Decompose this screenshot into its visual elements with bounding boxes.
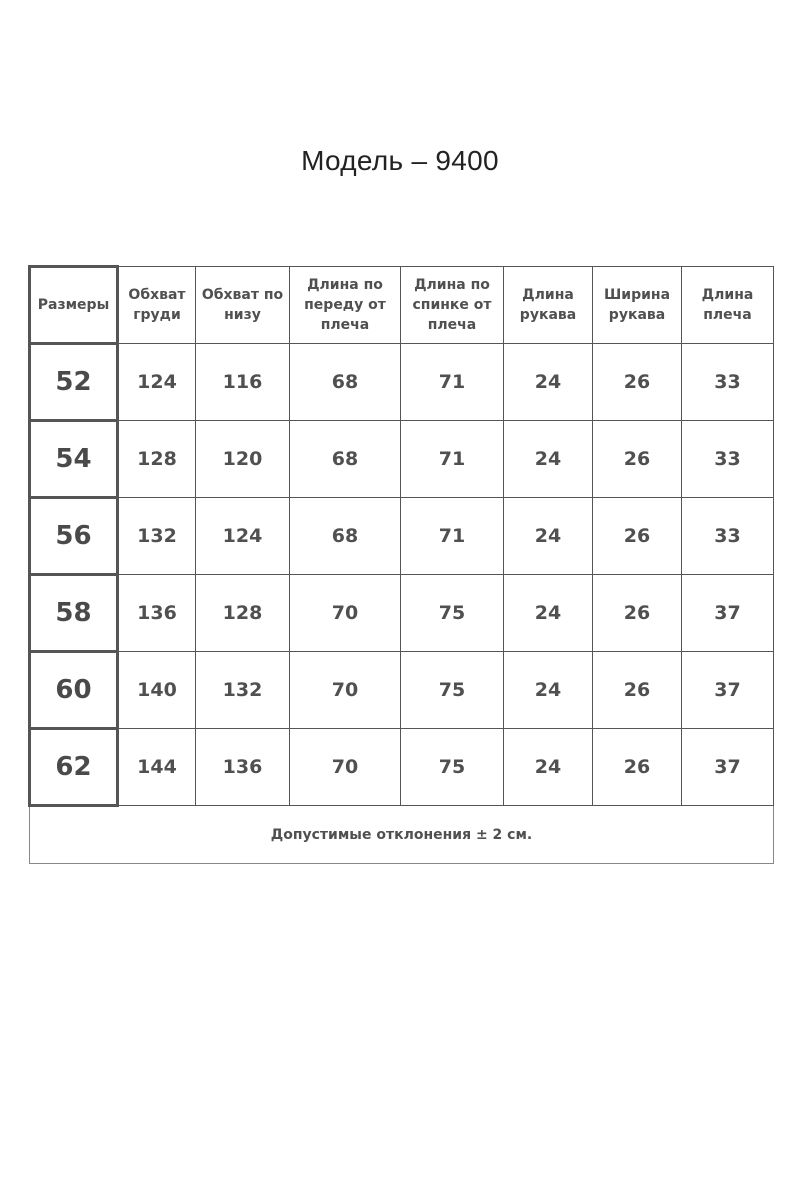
shoulder-length-cell: 37: [682, 652, 774, 729]
table-row: [30, 421, 774, 498]
hem-cell: 128: [196, 575, 290, 652]
column-header-front-length: Длина по переду от плеча: [290, 267, 401, 344]
size-chart-table: [28, 265, 774, 864]
sleeve-width-cell: 26: [593, 421, 682, 498]
sleeve-length-cell: 24: [504, 344, 593, 421]
hem-cell: 120: [196, 421, 290, 498]
shoulder-length-cell: 33: [682, 421, 774, 498]
hem-cell: 132: [196, 652, 290, 729]
shoulder-length-cell: 33: [682, 344, 774, 421]
page-title: Модель – 9400: [301, 145, 499, 176]
chest-cell: 140: [118, 652, 196, 729]
sleeve-width-cell: 26: [593, 344, 682, 421]
front-length-cell: 68: [290, 344, 401, 421]
front-length-cell: 68: [290, 498, 401, 575]
column-header-hem: Обхват по низу: [196, 267, 290, 344]
sleeve-width-cell: 26: [593, 575, 682, 652]
column-header-chest: Обхват груди: [118, 267, 196, 344]
hem-cell: 124: [196, 498, 290, 575]
size-cell: 58: [30, 575, 118, 652]
size-cell: 54: [30, 421, 118, 498]
table-row: [30, 344, 774, 421]
sleeve-length-cell: 24: [504, 729, 593, 806]
shoulder-length-cell: 37: [682, 729, 774, 806]
back-length-cell: 75: [401, 575, 504, 652]
table-row: [30, 652, 774, 729]
shoulder-length-cell: 33: [682, 498, 774, 575]
sleeve-width-cell: 26: [593, 729, 682, 806]
size-cell: 56: [30, 498, 118, 575]
size-cell: 52: [30, 344, 118, 421]
shoulder-length-cell: 37: [682, 575, 774, 652]
back-length-cell: 71: [401, 421, 504, 498]
hem-cell: 136: [196, 729, 290, 806]
sleeve-length-cell: 24: [504, 421, 593, 498]
chest-cell: 136: [118, 575, 196, 652]
column-header-back-length: Длина по спинке от плеча: [401, 267, 504, 344]
sleeve-length-cell: 24: [504, 498, 593, 575]
chest-cell: 128: [118, 421, 196, 498]
sleeve-length-cell: 24: [504, 652, 593, 729]
front-length-cell: 68: [290, 421, 401, 498]
front-length-cell: 70: [290, 729, 401, 806]
back-length-cell: 75: [401, 652, 504, 729]
table-row: [30, 498, 774, 575]
size-cell: 60: [30, 652, 118, 729]
back-length-cell: 71: [401, 344, 504, 421]
sleeve-width-cell: 26: [593, 652, 682, 729]
sleeve-length-cell: 24: [504, 575, 593, 652]
column-header-sleeve-width: Ширина рукава: [593, 267, 682, 344]
note-row: [30, 806, 774, 864]
size-cell: 62: [30, 729, 118, 806]
back-length-cell: 71: [401, 498, 504, 575]
column-header-size: Размеры: [30, 267, 118, 344]
table-row: [30, 729, 774, 806]
header-row: [30, 267, 774, 344]
tolerance-note: Допустимые отклонения ± 2 см.: [30, 806, 774, 864]
sleeve-width-cell: 26: [593, 498, 682, 575]
column-header-shoulder-length: Длина плеча: [682, 267, 774, 344]
chest-cell: 124: [118, 344, 196, 421]
chest-cell: 144: [118, 729, 196, 806]
column-header-sleeve-length: Длина рукава: [504, 267, 593, 344]
hem-cell: 116: [196, 344, 290, 421]
back-length-cell: 75: [401, 729, 504, 806]
front-length-cell: 70: [290, 652, 401, 729]
chest-cell: 132: [118, 498, 196, 575]
front-length-cell: 70: [290, 575, 401, 652]
table-row: [30, 575, 774, 652]
